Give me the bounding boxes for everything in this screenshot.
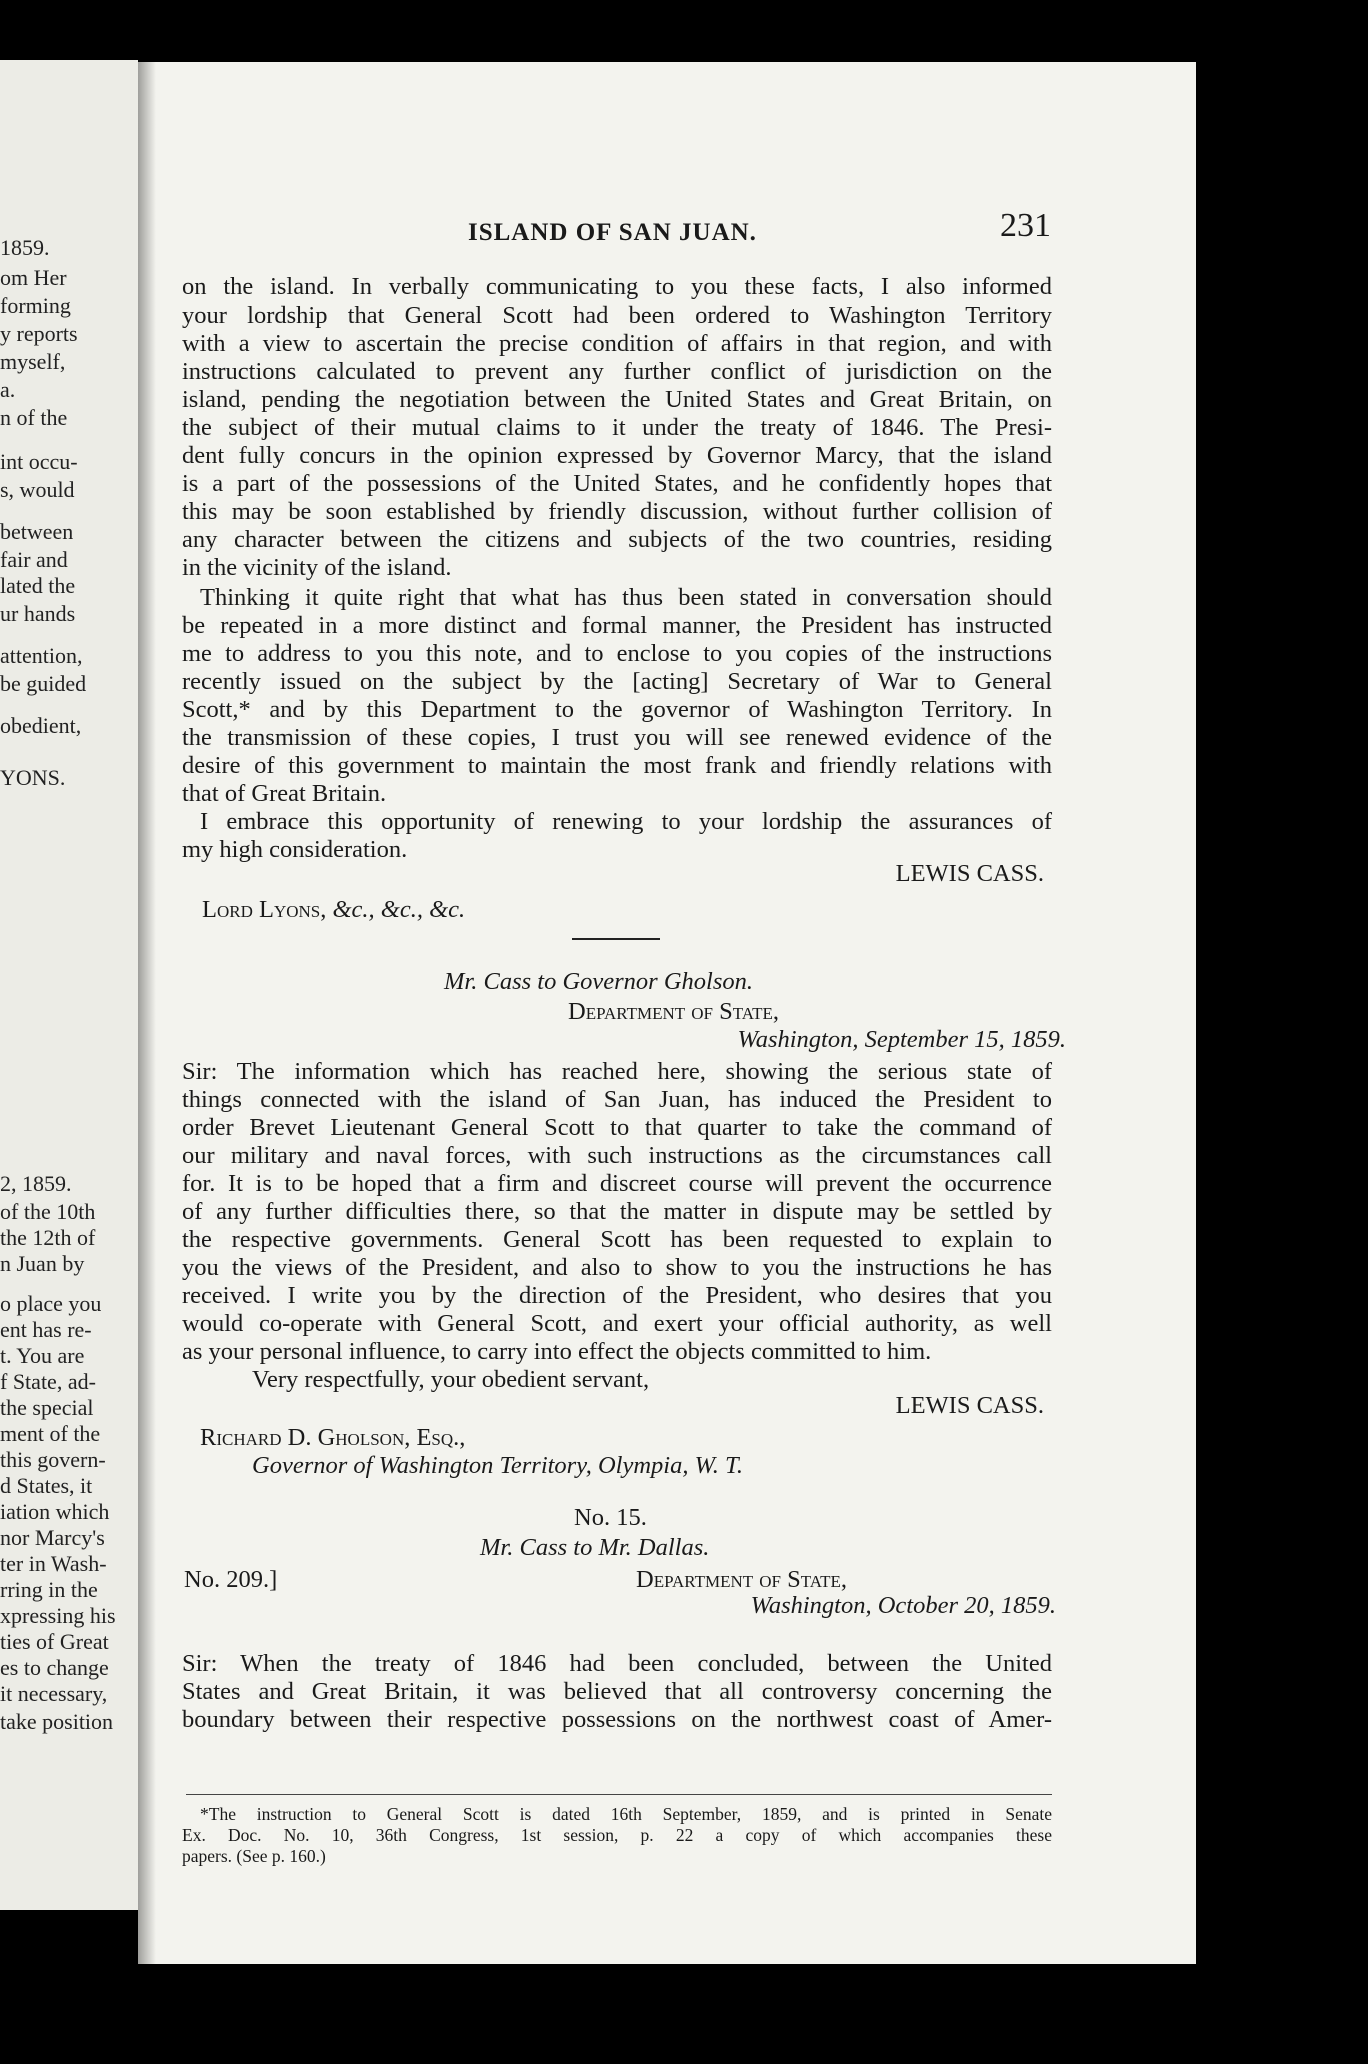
reference-number: No. 209.]: [184, 1566, 278, 1593]
addressee-name: Richard D. Gholson, Esq.,: [200, 1424, 466, 1451]
left-page-line: the special: [0, 1395, 94, 1420]
body-line: this may be soon established by friendly discussion, without further collision of: [182, 498, 1052, 525]
closing: Very respectfully, your obedient servant,: [252, 1366, 650, 1393]
left-page-line: nor Marcy's: [0, 1525, 105, 1550]
body-line: with a view to ascertain the precise condition of affairs in that region, and with: [182, 330, 1052, 357]
body-line: Sir: When the treaty of 1846 had been concluded, between the United: [182, 1650, 1052, 1677]
left-page-line: rring in the: [0, 1577, 98, 1602]
left-page-line: ter in Wash-: [0, 1551, 107, 1576]
signature: LEWIS CASS.: [895, 1392, 1044, 1419]
left-page-line: myself,: [0, 349, 66, 374]
body-line: instructions calculated to prevent any further conflict of jurisdiction on the: [182, 358, 1052, 385]
dept-line: Department of State,: [636, 1566, 848, 1593]
left-page-line: ur hands: [0, 601, 76, 626]
left-page-line: 1859.: [0, 235, 50, 260]
left-page-line: iation which: [0, 1499, 110, 1524]
left-page-line: take position: [0, 1709, 114, 1734]
body-line: you the views of the President, and also to show to you the instructions he has: [182, 1254, 1052, 1281]
body-line: in the vicinity of the island.: [182, 554, 452, 581]
letter-heading: Mr. Cass to Mr. Dallas.: [480, 1534, 710, 1561]
body-line: recently issued on the subject by the [acting] Secretary of War to General: [182, 668, 1052, 695]
left-page-line: this govern-: [0, 1447, 106, 1472]
body-line: island, pending the negotiation between the United States and Great Britain, on: [182, 386, 1052, 413]
body-line: States and Great Britain, it was believed that all controversy concerning the: [182, 1678, 1052, 1705]
body-line: boundary between their respective possessions on the northwest coast of Amer-: [182, 1706, 1052, 1733]
footnote-line: Ex. Doc. No. 10, 36th Congress, 1st session, p. 22 a copy of which accompanies these: [182, 1825, 1052, 1845]
left-page-line: attention,: [0, 643, 83, 668]
left-page-line: s, would: [0, 477, 75, 502]
footnote-line: *The instruction to General Scott is dated 16th September, 1859, and is printed in Senate: [200, 1804, 1052, 1824]
left-page-line: t. You are: [0, 1343, 85, 1368]
body-line: as your personal influence, to carry into effect the objects committed to him.: [182, 1338, 932, 1365]
body-line: order Brevet Lieutenant General Scott to that quarter to take the command of: [182, 1114, 1052, 1141]
left-page-line: om Her: [0, 265, 67, 290]
body-line: your lordship that General Scott had been ordered to Washington Territory: [182, 302, 1052, 329]
body-line: that of Great Britain.: [182, 780, 387, 807]
body-line: of any further difficulties there, so that the matter in dispute may be settled by: [182, 1198, 1052, 1225]
left-page-line: be guided: [0, 671, 87, 696]
left-page-line: n Juan by: [0, 1251, 85, 1276]
running-head: ISLAND OF SAN JUAN.: [468, 219, 757, 246]
left-page-line: ment of the: [0, 1421, 101, 1446]
section-divider: [572, 938, 660, 940]
body-line: any character between the citizens and subjects of the two countries, residing: [182, 526, 1052, 553]
document-number: No. 15.: [574, 1504, 647, 1531]
date-line: Washington, September 15, 1859.: [737, 1026, 1066, 1053]
body-line: my high consideration.: [182, 836, 408, 863]
left-page-line: YONS.: [0, 765, 66, 790]
signature: LEWIS CASS.: [895, 860, 1044, 887]
left-page-line: es to change: [0, 1655, 109, 1680]
body-line: the respective governments. General Scott has been requested to explain to: [182, 1226, 1052, 1253]
document-page: [138, 62, 1196, 1964]
left-page-fragment: [0, 60, 138, 1910]
body-line: for. It is to be hoped that a firm and discreet course will prevent the occurrence: [182, 1170, 1052, 1197]
addressee-title: Governor of Washington Territory, Olympia, W. T.: [252, 1452, 743, 1479]
date-line: Washington, October 20, 1859.: [750, 1592, 1056, 1619]
body-line: be repeated in a more distinct and formal manner, the President has instructed: [182, 612, 1052, 639]
body-line: on the island. In verbally communicating to you these facts, I also informed: [182, 273, 1052, 300]
body-line: the transmission of these copies, I trust you will see renewed evidence of the: [182, 724, 1052, 751]
left-page-line: 2, 1859.: [0, 1171, 72, 1196]
addressee-name: Lord Lyons,: [202, 896, 327, 923]
footnote-line: papers. (See p. 160.): [182, 1846, 326, 1866]
left-page-line: xpressing his: [0, 1603, 116, 1628]
body-line: things connected with the island of San Juan, has induced the President to: [182, 1086, 1052, 1113]
addressee-etc: &c., &c., &c.: [332, 896, 466, 923]
left-page-line: a.: [0, 377, 16, 402]
addressee: [202, 896, 1072, 924]
left-page-line: ent has re-: [0, 1317, 92, 1342]
body-line: I embrace this opportunity of renewing to your lordship the assurances of: [200, 808, 1052, 835]
body-line: our military and naval forces, with such instructions as the circumstances call: [182, 1142, 1052, 1169]
dept-line: Department of State,: [568, 998, 780, 1025]
body-line: me to address to you this note, and to enclose to you copies of the instructions: [182, 640, 1052, 667]
left-page-line: lated the: [0, 573, 76, 598]
left-page-line: of the 10th: [0, 1199, 96, 1224]
left-page-line: fair and: [0, 547, 68, 572]
left-page-line: forming: [0, 293, 71, 318]
body-line: Scott,* and by this Department to the governor of Washington Territory. In: [182, 696, 1052, 723]
left-page-line: between: [0, 519, 74, 544]
left-page-line: it necessary,: [0, 1681, 108, 1706]
left-page-line: o place you: [0, 1291, 102, 1316]
footnote-rule: [186, 1794, 1052, 1795]
left-page-line: f State, ad-: [0, 1369, 96, 1394]
page-number: 231: [1000, 207, 1051, 244]
body-line: Thinking it quite right that what has thus been stated in conversation should: [200, 584, 1052, 611]
body-line: the subject of their mutual claims to it under the treaty of 1846. The Presi-: [182, 414, 1052, 441]
left-page-line: obedient,: [0, 713, 82, 738]
body-line: Sir: The information which has reached here, showing the serious state of: [182, 1058, 1052, 1085]
body-line: desire of this government to maintain the most frank and friendly relations with: [182, 752, 1052, 779]
body-line: is a part of the possessions of the United States, and he confidently hopes that: [182, 470, 1052, 497]
letter-heading: Mr. Cass to Governor Gholson.: [444, 968, 753, 995]
body-line: received. I write you by the direction of the President, who desires that you: [182, 1282, 1052, 1309]
body-line: would co-operate with General Scott, and exert your official authority, as well: [182, 1310, 1052, 1337]
left-page-line: y reports: [0, 321, 78, 346]
left-page-line: the 12th of: [0, 1225, 96, 1250]
left-page-line: ties of Great: [0, 1629, 109, 1654]
body-line: dent fully concurs in the opinion expressed by Governor Marcy, that the island: [182, 442, 1052, 469]
left-page-line: n of the: [0, 405, 68, 430]
left-page-line: int occu-: [0, 449, 78, 474]
left-page-line: d States, it: [0, 1473, 93, 1498]
